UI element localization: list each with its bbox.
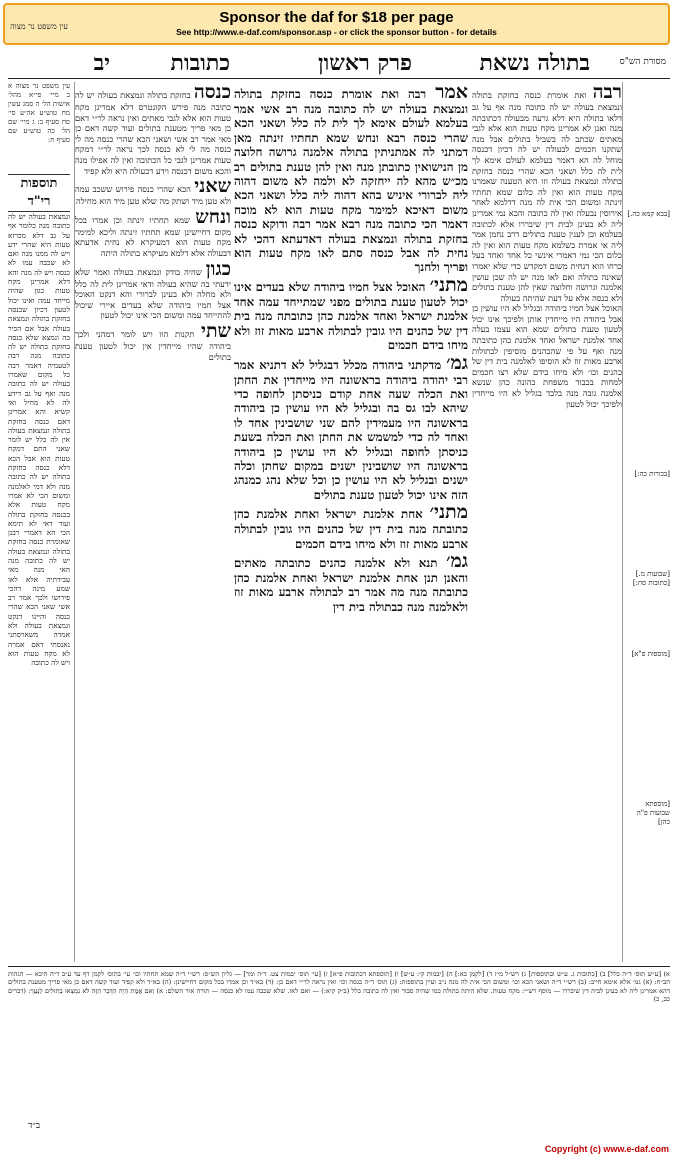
tosafot-text-4: שהיה בודק ונמצאת בעולה ואמר שלא ידעתי בה שהיא בעולה ודאי אמרינן לית לה כלל ולא מחלה ולא בעינן לברורי והא דנקט האוכל אצל חמיו ביהודה שלא בעדים איירי שיכול להתייחד עמה ומשום הכי אינו יכול לטעון: [75, 266, 231, 321]
sponsor-title[interactable]: Sponsor the daf for $18 per page: [219, 9, 454, 26]
rashi-column: [472, 82, 623, 962]
gemara-block-2: [234, 353, 468, 503]
gemara-heading-1: גמ׳: [446, 351, 468, 374]
mishna-text-1: האוכל אצל חמיו ביהודה שלא בעדים אינו יכול לטעון טענת בתולים מפני שמתייחד עמה אחד אלמנת ישראל ואחד אלמנת כהן כתובתה מנה בית דין של כהנים היו גובין לבתולה ארבע מאות זוז ולא מיחו בידם חכמים: [234, 279, 468, 353]
tosafot-ridad-text: ונמצאת בעולה יש לה כתובה מנה כלומר אף על גב דלא מכרזא טעות היא שהרי ידע ויש לה ממנו מנה ואם לא שכבה עמו לא כנסה ויש לה מנה והא דלא אמרינן מקח טעות כגון שהיה מייחד עמה ואינו יכול לטעון דכיון שכנסה בחזקת בתולה ונמצאת בעולה אבל אם הכיר בה ונמצא שלא כנסה בחזקת בתולה יש לה כתובה מנה רבה לטעמיה דאמר רבה כל מקום שאמרו בעולה יש לה כתובה מנה ואף על גב דידע לה לא מחיל ואי קשיא והא אמרינן דאם כנסה בחזקת בתולה ונמצאת בעולה אין לה כלל יש לומר שאני התם דמקח טעות הוא אבל הכא דלא כנסה בחזקת בתולה יש לה כתובה מנה ולא דמי לאלמנה ומשום הכי לא אמרו מקח טעות אלא בכנסה בחזקת בתולה ועוד דאי לא תימא הכי הא דאמרי רבנן שאומרת כנסה בחזקת בתולה ונמצאת בעולה יש לה כתובה מנה האי מנה מאי עבידתיה אלא לאו שמע מינה דהכי פירושו ולכך אמר רב אשי שאני הכא שהרי כנסה והיינו דנקט ונמצאת בעולה ולא אמרה משארסתני נאנסתי דאם אמרה לא מקח טעות הוא ויש לה כתובה: [8, 212, 70, 668]
tosafot-heading-4: כגון: [205, 257, 231, 280]
mishna-heading-2: מתני׳: [429, 501, 468, 524]
mishna-block-2: [234, 502, 468, 551]
tosafot-block-3: [75, 207, 231, 259]
tosafot-heading-5: שתי: [200, 319, 231, 342]
tosafot-block-4: [75, 259, 231, 321]
tractate-name: כתובות: [170, 50, 230, 76]
gemara-block-3: [234, 551, 468, 614]
gemara-opening-word: אמר: [435, 82, 468, 103]
tosafot-text-5: תקנות הוו ויש לומר דמהני ולכך ביהודה שהיו מייחדין אין יכול לטעון טענת בתולים: [75, 328, 231, 362]
gemara-column: [234, 82, 468, 962]
sponsor-subtitle[interactable]: See http://www.e-daf.com/sponsor.asp - or click the sponsor button - for details: [176, 27, 497, 37]
rashi-text-2: האוכל אצל חמיו ביהודה ובגליל לא היו עושין כן אבל ביהודה היו מייחדין אותן ולפיכך אינו יכול לטעון טענת בתולים שמא הוא עצמו בעלה אחד אלמנת ישראל ואחד אלמנת כהן כתובתה מנה ואף על פי שהכהנים מוסיפין לבתולות ארבע מאות זוז לא הוסיפו לאלמנה בית דין של כהנים וכו׳ ולא מיחו בידם שלא רצו חכמים למחות בכבוד משפחת כהונה כהן שנשא אלמנה גובה מנה בלבד בגליל לא היו מייחדין ולפיכך יכול לטעון: [472, 303, 622, 409]
margin-ref-3: [שבועות מ.] [כתובות סח:]: [632, 570, 670, 587]
page-header: [8, 50, 670, 76]
sponsor-banner[interactable]: [3, 3, 670, 45]
ein-mishpat-label: עין משפט נר מצוה: [10, 22, 68, 31]
masoret-hashas-label: מסורת הש"ס: [619, 57, 666, 67]
margin-ref-1: [בבא קמא כה.]: [627, 210, 670, 218]
footnotes-text: א) [ע״ש תוס׳ ד״ה כלל] ב) [כתובות ג. ע״ש ובתוספות] ג) רש״ל מ״ז ד) [לקמן כא:] ה) [יבמות קי: ע״ש] ו) [תוספתא דכתובות פ״א] ז) [עי׳ תוס׳ יבמות צט. ד״ה ומר] — גליון הש״ס: רש״י ד״ה שמא תחתיו וכו׳ עי׳ בתוס׳ לקמן דף עד ע״ב ד״ה היכא — הגהות הב״ח: (א) גמ׳ אלא אימא חייב: (ב) רש״י ד״ה ושאני הכא וכו׳ ומשום הכי אית לה מנה נ״ב ועיין בתוספות: (ג) תוס׳ ד״ה כנסה וכו׳ ואין נראה לר״י דאם כן: (ד) בא״ד וכן אמרו בכל מקום דחיישינן: (ה) בא״ד ולא קפיד ועוד קשה דאם כן מאי פריך מטענת בתולים דהא אמרינן ליה לא בעינן לבית דין שיבררו — מוסף רש״י: מקח טעות. שלא היתה בתולה כמו שהיה סבור ואין לה כתובה כלל (ב״ק קיא:) — ואם לאו. שלא שכבה עמו לא כנסה — תורה אור השלם: א) וְאִם אֱמֶת הָיָה הַדָּבָר הַזֶּה לֹא נִמְצְאוּ בְתוּלִים לַנַּעֲרָ: (דברים כב, כ): [8, 970, 670, 1003]
tosafot-heading-2: שאני: [194, 175, 231, 198]
tosafot-block-1: [75, 82, 231, 176]
chapter-name: בתולה נשאת: [479, 50, 590, 76]
margin-ref-2: [בכורות כה:]: [634, 470, 670, 478]
ein-mishpat-text: עין משפט נר מצוה א ב מיי׳ פי״א מהל׳ אישות הל׳ ה סמג עשין מח טוש״ע אה״ע סי׳ סח סעיף ב: ג מיי׳ שם הל׳ כה טוש״ע שם סעיף ח:: [8, 82, 70, 144]
gemara-block-1: [234, 82, 468, 275]
footnotes-area: [8, 970, 670, 1118]
gemara-heading-2: גמ׳: [446, 549, 468, 572]
perek-name: פרק ראשון: [318, 50, 412, 76]
rashi-block-2: [472, 303, 622, 409]
tosafot-column: [74, 82, 231, 962]
tosafot-text-3: שמא תחתיו זינתה וכן אמרו בכל מקום דחיישינן שמא תחתיו זינתה וליכא למימר מקח טעות הוא דמעיקרא לא נחית אדעתא דבעולה אלא דלמא מעיקרא בתולה היתה: [75, 214, 231, 258]
tosafot-block-2: [75, 176, 231, 207]
margin-ref-5: [מוספתא שבועות פ"ה כהן]: [636, 800, 670, 826]
ridad-end-marker: ב״ד: [28, 1121, 41, 1131]
tosafot-text-2: הכא שהרי כנסה פירוש ששכב עמה ולא טען מיד ושתק מה שלא טען מיד הוא מחילה: [75, 184, 231, 207]
copyright-notice[interactable]: Copyright (c) www.e-daf.com: [544, 1144, 669, 1154]
mishna-block-1: [234, 275, 468, 353]
page-number: יב: [93, 50, 110, 76]
rashi-heading: רבה: [592, 82, 622, 103]
margin-ref-4: [מוספות פ"א]: [631, 650, 670, 658]
tosafot-block-5: [75, 321, 231, 362]
tosafot-heading-1: כנסה: [193, 82, 231, 103]
tosafot-heading-3: ונחש: [195, 205, 231, 228]
tosafot-ridad-title: תוספות רי"ד: [8, 174, 70, 212]
ein-mishpat-notes: [8, 82, 70, 172]
tosafot-text-1: בחזקת בתולה ונמצאת בעולה יש לה כתובה מנה פירש הקונטרס דלא אמרינן מקח טעות הוא אלא לגבי מאתים ואין נראה לר״י דאם כן מאי פריך מטענת בתולים ועוד קשה דאם כן מאי אמר רב אשי ושאני הכא שהרי כנסה מה לי כנסה מה לי לא כנסה לכך נראה לר״י דמקח טעות אמרינן לגבי כל הכתובה ואין לה אפילו מנה והכא משום דכנסה וידע דבעולה היא ולא קפיד: [75, 90, 231, 176]
gemara-text-1: רבה ואת אומרת כנסה בחזקת בתולה ונמצאת בעולה יש לה כתובה מנה רב אשי אמר בעלמא לעולם אימא לך לית לה כלל ושאני הכא שהרי כנסה רבא ונחש שמא תחתיו זינתה מאן דמתני לה אמתניתין בתולה אלמנה גרושה חלוצה מן הנישואין כתובתן מנה ואין להן טענת בתולים רב מכ״ש מהא לה ייחזקה לא ולמה לא משום דהוה ליה לברורי איניש בהא דהוה ליה כלל ושאני הכא משום דאיכא למימר מקח טעות הוא לא מוכח דאמר הכי כתובה מנה רבא אמר רבה ודוקא כנסה בחזקת בתולה ונמצאת בעולה דאדעתא דהכי לא נחית לה אבל כנסה סתם לאו מקח טעות הוא ופריך ולחנך: [234, 87, 468, 275]
mishna-text-2: אחת אלמנת ישראל ואחת אלמנת כהן כתובתה מנה בית דין של כהנים היו גובין לבתולה ארבע מאות זוז ולא מיחו בידם חכמים: [234, 507, 468, 551]
rashi-text-1: ואת אומרת כנסה בחזקת בתולה ונמצאת בעולה יש לה כתובה מנה אף על גב דלאו בתולה היא דלא גרעה מבעולה דכתובתה מנה ואנן לא אמרינן מקח טעות הוא אלא לגבי מאתים שכתב לה בשביל בתולים אבל מנה שתקנו חכמים לבעולה יש לה דכיון דכנסה מוחל לה הא דאמר בעלמא לעולם אימא לך לית לה כלל ושאני הכא שהרי כנסה בחזקת בתולה ונמצאת בעולה וזו היא הטענה שאמרנו מקח טעות הוא ואין לה כלום שמא תחתיו זינתה ומשום הכי אית לה מנה דדלמא לאחר אירוסין נבעלה ואין לה כתובה והכא נמי אמרינן ליה לא בעינן לבית דין שיבררו אלא לכתובה בעלמא וכן לענין טענת בתולים דרב נחמן אמר ליה אי אמרת בשלמא מקח טעות הוא ואין לה כלום הכי נמי דאמרי אינשי כל אחד ואחד בעל כרחו הוא דנחית משום דמקדש כדי שלא יאמרו שאינה בתולה ואם לאו מנה יש לה שכן עושין אלמנה וגרושה וחלוצה שאין להן טענת בתולים ולא כנסה אלא על דעת שהיתה בעולה: [472, 90, 622, 303]
gemara-text-2: מדקתני ביהודה מכלל דבגליל לא דתניא אמר רבי יהודה ביהודה בראשונה היו מייחדין את החתן ואת הכלה שעה אחת קודם כניסתן לחופה כדי שיהא לבו גס בה ובגליל לא היו עושין כן ביהודה בראשונה היו מעמידין להם שני שושבינין אחד לו ואחד לה כדי למשמש את החתן ואת הכלה בשעת כניסתן לחופה ובגליל לא היו עושין כן ביהודה בראשונה היו שושבינין ישנים במקום שחתן וכלה ישנים ובגליל לא היו עושין כן וכל שלא נהג כמנהג הזה אינו יכול לטעון טענת בתולים: [234, 357, 468, 502]
mishna-heading-1: מתני׳: [429, 273, 468, 296]
rashi-block-1: [472, 82, 622, 303]
tosafot-ridad-column: [8, 174, 70, 1004]
footnote-rule: [8, 966, 670, 967]
ein-mishpat-label-box: [8, 22, 70, 82]
gemara-text-3: תנא ולא אלמנה כהנים כתובתה מאתים והאנן תנן אחת אלמנת ישראל ואחת אלמנת כהן כתובתה מנה מה אמר רב לבתולה ארבע מאות זוז ולאלמנה מנה כבתולה בית דין: [234, 555, 468, 614]
header-rule: [8, 78, 670, 79]
